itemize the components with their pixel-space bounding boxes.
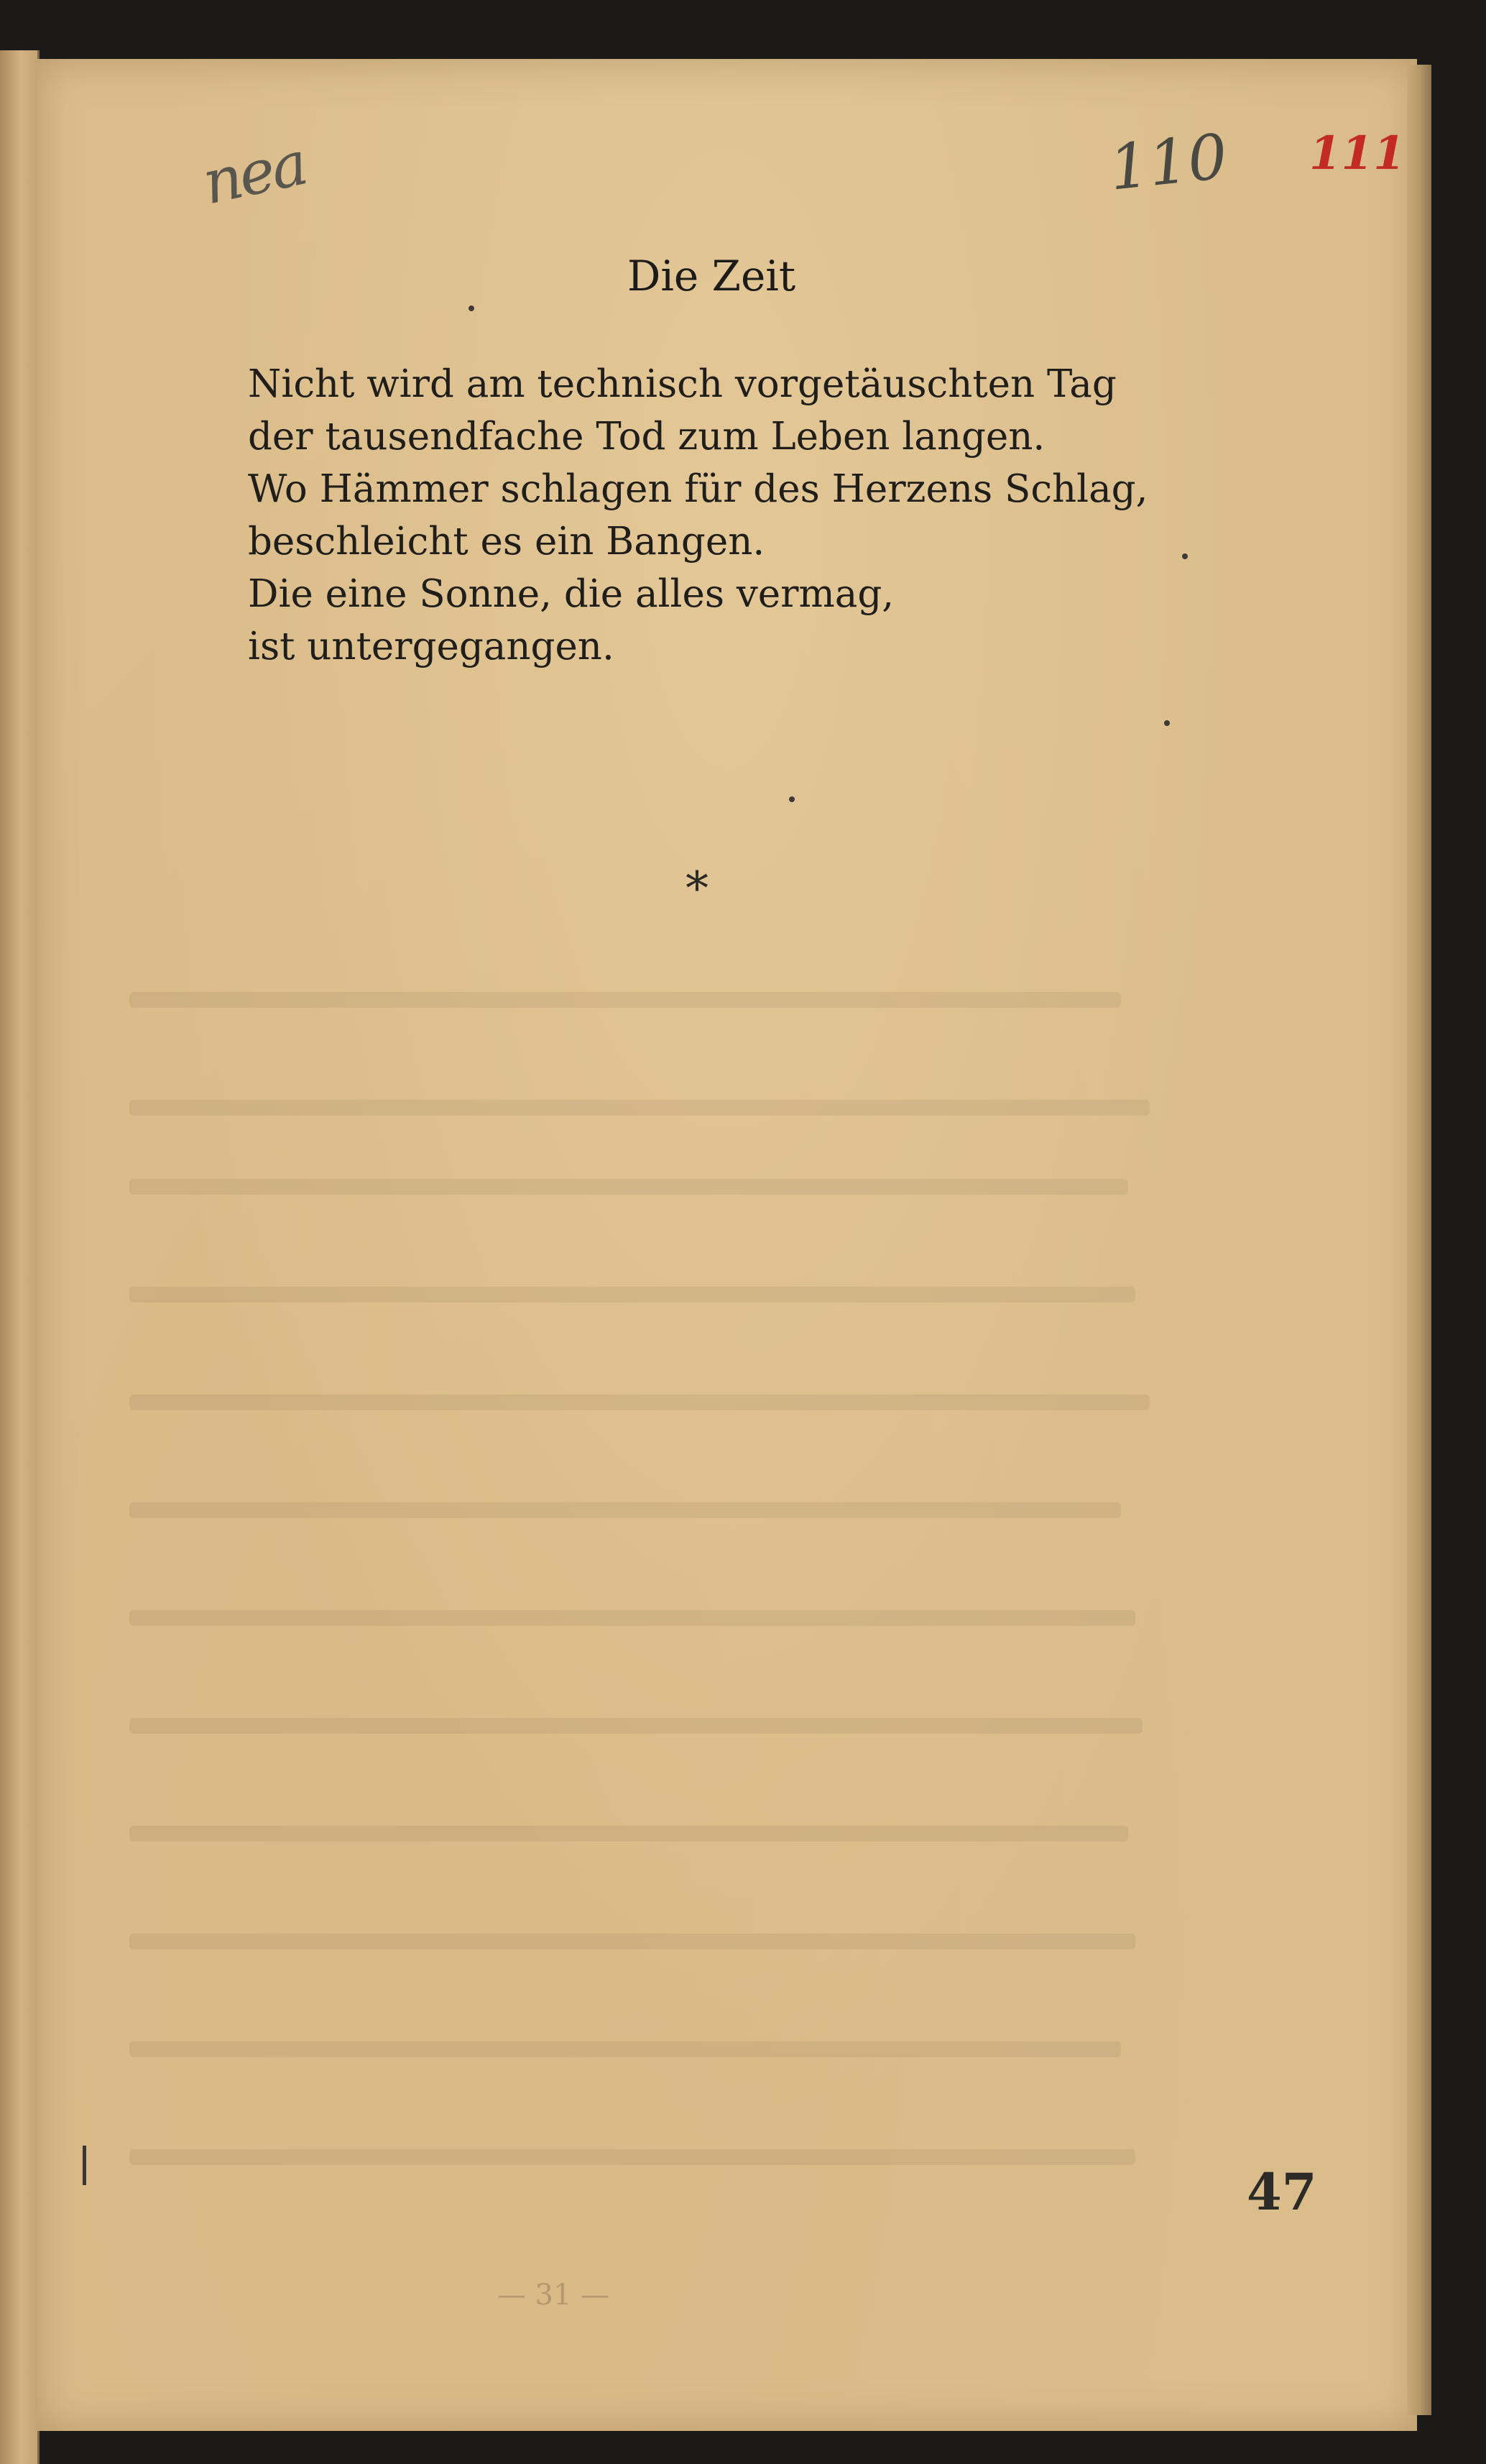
margin-tick-mark: [83, 2146, 86, 2185]
poem-line: Nicht wird am technisch vorgetäuschten Tag: [248, 362, 1117, 406]
show-through-text: [129, 1610, 1135, 1626]
left-page-edge: [0, 50, 40, 2464]
red-folio-number: 111: [1309, 127, 1406, 180]
show-through-text: [129, 1287, 1135, 1302]
ink-speck: [1182, 553, 1188, 559]
section-separator-asterisk: *: [686, 863, 709, 916]
poem-line: Wo Hämmer schlagen für des Herzens Schlag,: [248, 467, 1148, 511]
corner-mark: 47: [1247, 2162, 1317, 2222]
show-through-text: [129, 2041, 1121, 2057]
poem-body: [248, 358, 1204, 674]
poem-line: ist untergegangen.: [248, 625, 614, 668]
poem-line: Die eine Sonne, die alles vermag,: [248, 572, 895, 616]
faint-page-number: — 31 —: [497, 2279, 610, 2312]
show-through-text: [129, 1394, 1150, 1410]
show-through-text: [129, 1100, 1150, 1116]
poem-line: beschleicht es ein Bangen.: [248, 520, 765, 564]
show-through-text: [129, 2149, 1135, 2165]
poem-line: der tausendfache Tod zum Leben langen.: [248, 415, 1046, 459]
right-page-edge: [1407, 65, 1431, 2415]
pencil-annotation: nea: [196, 128, 311, 219]
show-through-text: [129, 1502, 1121, 1518]
show-through-text: [129, 1179, 1128, 1195]
ink-speck: [469, 305, 474, 311]
show-through-text: [129, 1934, 1135, 1949]
show-through-text: [129, 1718, 1143, 1734]
poem-title: Die Zeit: [627, 252, 796, 300]
show-through-text: [129, 992, 1121, 1008]
handwritten-page-number: 110: [1106, 121, 1231, 205]
ink-speck: [789, 796, 795, 802]
ink-speck: [1164, 720, 1170, 726]
show-through-text: [129, 1826, 1128, 1842]
